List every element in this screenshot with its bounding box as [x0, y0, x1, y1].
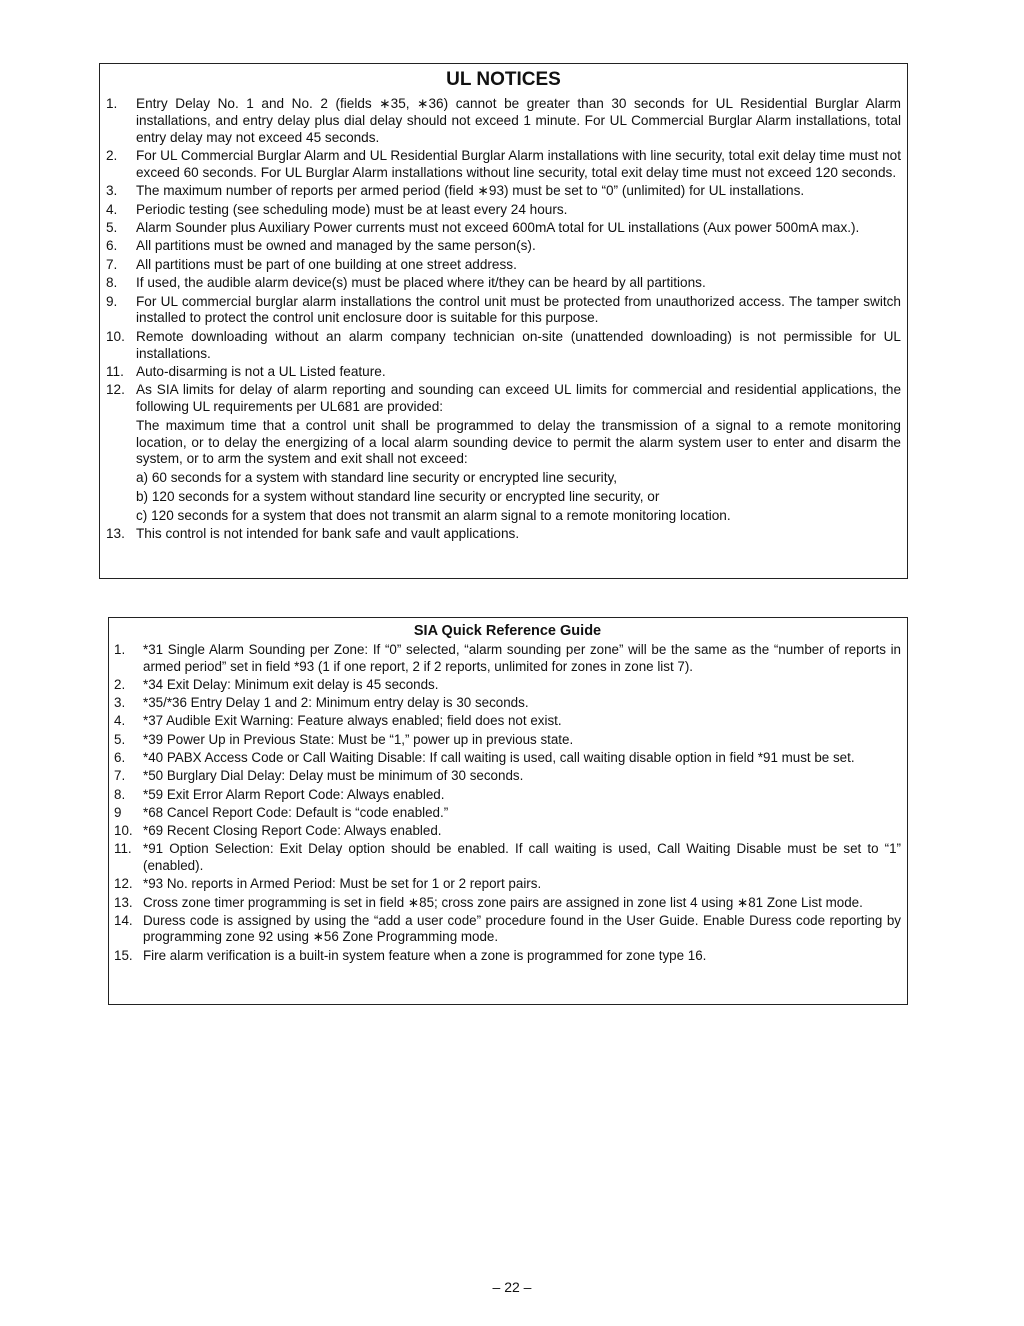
ul-notice-item	[106, 96, 901, 146]
ul-notice-item	[106, 364, 901, 381]
sia-guide-item-body	[143, 913, 901, 946]
ul-notice-item-body	[136, 364, 901, 381]
ul-notice-item	[106, 294, 901, 328]
ul-notice-item	[106, 275, 901, 292]
sia-guide-item-body	[143, 841, 901, 874]
ul-notice-item-body	[136, 382, 901, 524]
sia-guide-item	[114, 823, 901, 840]
sia-guide-item-text: *59 Exit Error Alarm Report Code: Always enabled.	[143, 786, 445, 802]
sia-guide-item-number: 11.	[114, 841, 132, 857]
ul-notice-item-text: For UL commercial burglar alarm installations the control unit must be protected from unauthorized access. The tamper switch installed to protect the control unit enclosure door is suitable for this purpose.	[136, 293, 901, 326]
sia-guide-item-number: 8.	[114, 786, 126, 802]
ul-notice-item-body	[136, 238, 901, 255]
sia-guide-item-text: Fire alarm verification is a built-in system feature when a zone is programmed for zone type 16.	[143, 947, 707, 963]
sia-guide-item-body	[143, 895, 901, 912]
ul-notice-item	[106, 238, 901, 255]
sia-guide-box	[108, 617, 908, 1005]
sia-guide-item-text: *93 No. reports in Armed Period: Must be set for 1 or 2 report pairs.	[143, 876, 542, 892]
ul-notice-item-text: The maximum number of reports per armed period (field ∗93) must be set to “0” (unlimited) for UL installations.	[136, 183, 805, 199]
sia-guide-item-text: Duress code is assigned by using the “add a user code” procedure found in the User Guide. Enable Duress code reporting by programming zone 92 using ∗56 Zone Programming mode.	[143, 912, 901, 945]
ul-notice-item-number: 7.	[106, 256, 118, 272]
sia-guide-item-number: 2.	[114, 676, 126, 692]
ul-notice-item-number: 10.	[106, 328, 125, 344]
ul-notice-item-text: Remote downloading without an alarm company technician on-site (unattended downloading) is not permissible for UL installations.	[136, 328, 901, 361]
ul-notice-item-subtext: a) 60 seconds for a system with standard line security or encrypted line security,	[136, 470, 618, 486]
sia-guide-item	[114, 876, 901, 893]
ul-notice-item	[106, 382, 901, 524]
sia-guide-item-text: *37 Audible Exit Warning: Feature always enabled; field does not exist.	[143, 713, 562, 729]
sia-guide-item-text: *69 Recent Closing Report Code: Always enabled.	[143, 823, 442, 839]
sia-guide-item-number: 1.	[114, 642, 126, 657]
ul-notice-item-body	[136, 148, 901, 182]
ul-notice-item-text: As SIA limits for delay of alarm reporting and sounding can exceed UL limits for commercial and residential applications, the following UL requirements per UL681 are provided:	[136, 382, 901, 415]
sia-guide-item-number: 7.	[114, 768, 126, 784]
ul-notices-title: UL NOTICES	[446, 69, 561, 90]
ul-notice-item-body	[136, 257, 901, 274]
sia-guide-item-text: Cross zone timer programming is set in field ∗85; cross zone pairs are assigned in zone list 4 using ∗81 Zone List mode.	[143, 894, 863, 910]
ul-notice-item-text: All partitions must be owned and managed by the same person(s).	[136, 238, 536, 254]
sia-guide-list	[114, 642, 901, 964]
sia-guide-item-number: 4.	[114, 713, 126, 729]
ul-notice-item-subtext: The maximum time that a control unit shall be programmed to delay the transmission of a signal to a remote monitoring location, or to delay the energizing of a local alarm sounding device to permit the alarm system user to enter and disarm the system, or to arm the system and exit shall not exceed:	[136, 417, 901, 467]
sia-guide-title: SIA Quick Reference Guide	[413, 623, 602, 639]
sia-guide-item	[114, 805, 901, 822]
ul-notice-item	[106, 329, 901, 363]
sia-guide-item-text: *39 Power Up in Previous State: Must be “1,” power up in previous state.	[143, 731, 574, 747]
sia-guide-item	[114, 787, 901, 804]
ul-notice-item-number: 6.	[106, 238, 118, 254]
ul-notice-item	[106, 257, 901, 274]
sia-guide-item-number: 5.	[114, 731, 126, 747]
sia-guide-item-text: *34 Exit Delay: Minimum exit delay is 45 seconds.	[143, 676, 439, 692]
sia-guide-item-body	[143, 768, 901, 785]
sia-guide-item	[114, 713, 901, 730]
sia-guide-item	[114, 768, 901, 785]
ul-notice-item-body	[136, 329, 901, 363]
sia-guide-item-number: 3.	[114, 695, 126, 711]
sia-guide-item	[114, 841, 901, 874]
ul-notice-item-text: This control is not intended for bank safe and vault applications.	[136, 526, 520, 542]
sia-guide-item-number: 13.	[114, 894, 133, 910]
sia-guide-item-body	[143, 695, 901, 712]
ul-notice-item-body	[136, 526, 901, 543]
ul-notices-list	[106, 96, 901, 543]
sia-guide-item-body	[143, 823, 901, 840]
sia-guide-item-body	[143, 787, 901, 804]
sia-guide-item-number: 14.	[114, 912, 133, 928]
ul-notice-item-number: 5.	[106, 219, 118, 235]
sia-guide-item-body	[143, 642, 901, 675]
ul-notice-item	[106, 526, 901, 543]
sia-guide-item-text: *68 Cancel Report Code: Default is “code enabled.”	[143, 804, 449, 820]
ul-notice-item-number: 4.	[106, 201, 118, 217]
ul-notice-item	[106, 220, 901, 237]
ul-notice-item	[106, 183, 901, 200]
sia-guide-item-number: 12.	[114, 876, 133, 892]
ul-notice-item-body	[136, 275, 901, 292]
ul-notice-item-number: 12.	[106, 382, 125, 398]
ul-notice-item-body	[136, 202, 901, 219]
sia-guide-item	[114, 732, 901, 749]
sia-guide-item-body	[143, 876, 901, 893]
ul-notice-item-subtext: b) 120 seconds for a system without standard line security or encrypted line security, or	[136, 489, 660, 505]
ul-notice-item-number: 3.	[106, 183, 118, 199]
ul-notice-item	[106, 148, 901, 182]
ul-notice-item-text: All partitions must be part of one building at one street address.	[136, 256, 517, 272]
ul-notice-item-number: 1.	[106, 96, 118, 111]
page-number: – 22 –	[492, 1279, 532, 1295]
ul-notice-item-body	[136, 96, 901, 146]
sia-guide-item-number: 9	[114, 804, 122, 820]
sia-guide-item-body	[143, 805, 901, 822]
sia-guide-item	[114, 677, 901, 694]
ul-notice-item-number: 8.	[106, 275, 118, 291]
ul-notice-item-text: If used, the audible alarm device(s) must be placed where it/they can be heard by all partitions.	[136, 275, 706, 291]
sia-guide-item-body	[143, 750, 901, 767]
ul-notice-item-text: Auto-disarming is not a UL Listed feature.	[136, 363, 386, 379]
sia-guide-item-body	[143, 948, 901, 965]
ul-notice-item-number: 13.	[106, 526, 125, 542]
ul-notice-item-body	[136, 220, 901, 237]
ul-notice-item-body	[136, 294, 901, 328]
sia-guide-item-text: *50 Burglary Dial Delay: Delay must be minimum of 30 seconds.	[143, 768, 524, 784]
sia-guide-item-number: 6.	[114, 750, 126, 765]
sia-guide-item-text: *31 Single Alarm Sounding per Zone: If “0” selected, “alarm sounding per zone” will be the same as the “number of reports in armed period” set in field *93 (1 if one report, 2 if 2 reports, unlimited for zones in zone list 7).	[143, 642, 901, 674]
sia-guide-item	[114, 642, 901, 675]
sia-guide-item	[114, 913, 901, 946]
sia-guide-item-body	[143, 677, 901, 694]
ul-notices-box	[99, 63, 908, 579]
sia-guide-item-number: 15.	[114, 947, 133, 963]
ul-notice-item-number: 11.	[106, 363, 124, 379]
ul-notice-item-number: 9.	[106, 293, 118, 309]
sia-guide-item-text: *91 Option Selection: Exit Delay option should be enabled. If call waiting is used, Call Waiting Disable must be set to “1” (enabled).	[143, 841, 901, 873]
sia-guide-item-body	[143, 713, 901, 730]
ul-notice-item-text: Alarm Sounder plus Auxiliary Power currents must not exceed 600mA total for UL installations (Aux power 500mA max.).	[136, 219, 860, 235]
sia-guide-item-body	[143, 732, 901, 749]
sia-guide-item	[114, 695, 901, 712]
ul-notice-item-text: Periodic testing (see scheduling mode) must be at least every 24 hours.	[136, 201, 568, 217]
ul-notice-item-subtext: c) 120 seconds for a system that does not transmit an alarm signal to a remote monitoring location.	[136, 507, 731, 523]
sia-guide-item-text: *35/*36 Entry Delay 1 and 2: Minimum entry delay is 30 seconds.	[143, 695, 529, 711]
ul-notice-item-text: For UL Commercial Burglar Alarm and UL Residential Burglar Alarm installations with line security, total exit delay time must not exceed 60 seconds. For UL Burglar Alarm installations without line security, total exit delay time must not exceed 120 seconds.	[136, 147, 901, 180]
ul-notice-item-body	[136, 183, 901, 200]
ul-notice-item	[106, 202, 901, 219]
ul-notice-item-number: 2.	[106, 147, 118, 163]
sia-guide-item	[114, 948, 901, 965]
sia-guide-item-number: 10.	[114, 823, 133, 839]
ul-notice-item-text: Entry Delay No. 1 and No. 2 (fields ∗35, ∗36) cannot be greater than 30 seconds for UL Residential Burglar Alarm installations, and entry delay plus dial delay should not exceed 1 minute. For UL Commercial Burglar Alarm installations, total entry delay may not exceed 45 seconds.	[136, 96, 901, 145]
sia-guide-item	[114, 750, 901, 767]
sia-guide-item	[114, 895, 901, 912]
sia-guide-item-text: *40 PABX Access Code or Call Waiting Disable: If call waiting is used, call waiting disable option in field *91 must be set.	[143, 750, 855, 765]
